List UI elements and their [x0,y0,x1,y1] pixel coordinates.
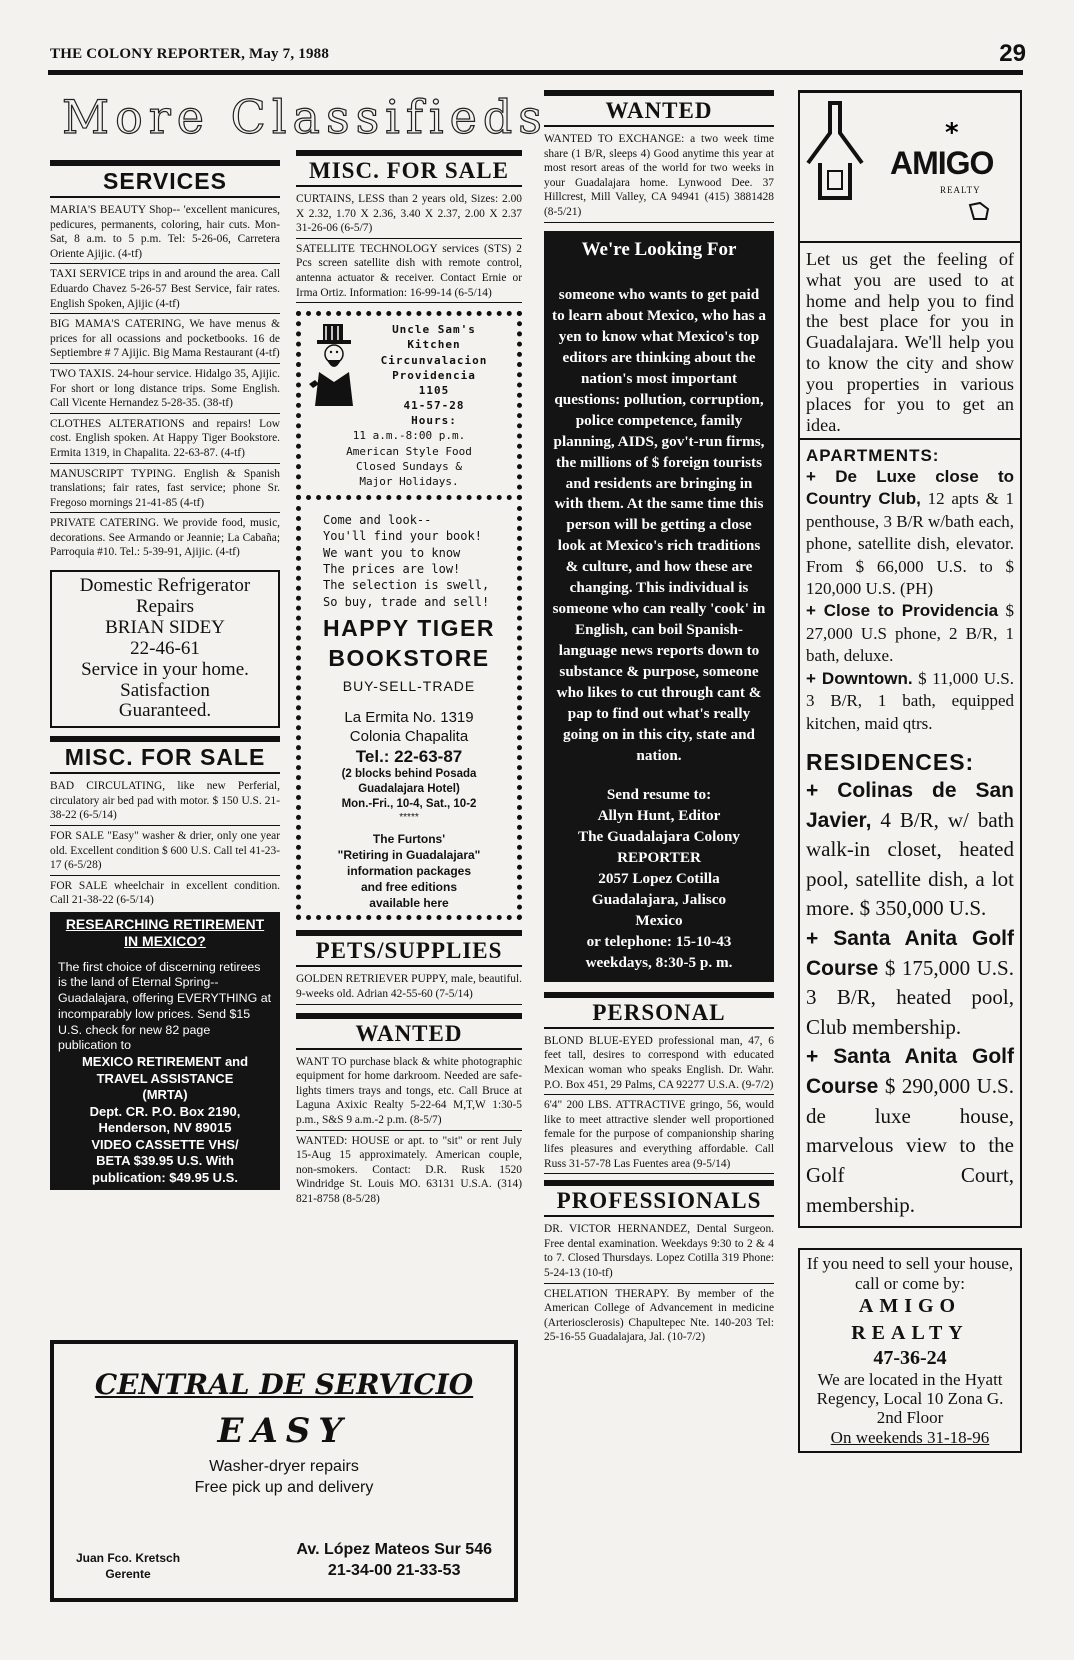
ad-line: Uncle Sam's [392,323,476,337]
looking-line: Guadalajara, Jalisco [591,890,727,908]
classified-ad: TWO TAXIS. 24-hour service. Hidalgo 35, Ajijic. For short or long distance trips. Some English. Call Vicente Hernandez 5-28-35. (38-tf) [50,366,280,414]
classified-ad: PRIVATE CATERING. We provide food, music, decorations. See Armando or Jeannie; La Cabaña; Parroquia #10. Tel.: 5-39-91, Ajijic. (4-tf) [50,517,280,559]
listing-body: $ 175,000 U.S. 3 B/R, heated pool, Club membership. [806,955,1014,1039]
retirement-line: Dept. CR. P.O. Box 2190, [89,1103,241,1119]
services-heading: SERVICES [50,160,280,198]
classified-ad: BAD CIRCULATING, like new Perferial, circulatory air bed pad with motor. $ 150 U.S. 21-38-22 (6-5/14) [50,778,280,826]
contact-phone: 47-36-24 [873,1346,947,1369]
listing-title: + Santa Anita Golf Course [806,1045,1014,1099]
looking-line: Mexico [635,911,683,929]
apartments-heading: APARTMENTS: [806,445,940,465]
ad-line: Providencia [392,368,476,382]
listing-title: + De Luxe close to Country Club, [806,466,1014,509]
classified-ad: GOLDEN RETRIEVER PUPPY, male, beautiful. 9-weeks old. Adrian 42-55-60 (7-5/14) [296,971,522,1004]
ad-line: 11 a.m.-8:00 p.m. [352,429,466,443]
amigo-contact-box [798,1248,1022,1453]
classified-ad: BIG MAMA'S CATERING, We have menus & prices for all ocassions and pocketbooks. 16 de Septiembre # 7 Ajijic. Big Mama Restaurant (4-tf) [50,316,280,364]
listing-body: $ 290,000 U.S. de luxe house, marvelous view to the Golf Court, membership. [806,1074,1014,1217]
ad-line: Circunvalacion [380,353,488,367]
more-classifieds-banner: More Classifieds [62,90,548,144]
looking-line: weekdays, 8:30-5 p. m. [585,953,733,971]
classified-ad: WANTED TO EXCHANGE: a two week time share (1 B/R, sleeps 4) Good anytime this year at most resort areas of the world for two weeks in your Guadalajara home. Lynwood Dee. 37 Hillcrest, Mill Valley, CA 94941 (415) 3881428 (8-5/21) [544,131,774,223]
looking-line: The Guadalajara Colony [577,828,741,845]
listing-item [806,668,1014,735]
ad-line: Domestic Refrigerator [79,575,251,597]
servicio-address: Av. López Mateos Sur 546 [296,1540,492,1558]
wanted-heading: WANTED [296,1013,522,1050]
looking-body: someone who wants to get paid to learn about Mexico, who has a yen to know what Mexico's top editors are thinking about the nation's most important questions: pollution, corruption, police competence, family planning, AIDS, gov't-run firms, the millions of $ foreign tourists and residents are bringing in with them. At the same time this person will be getting a close look at Mexico's rich traditions & culture, and how these are changing. This individual is someone who can really 'cook' in English, can boil Spanish-language news reports down to substance & purpose, someone who likes to cut through cant & pap to find out what's really going on in this city, state and nation. [552,285,766,765]
listing-item [806,600,1014,667]
bookstore-name: HAPPY TIGER [323,614,495,641]
misc-for-sale-heading: MISC. FOR SALE [50,736,280,774]
classified-ad: MANUSCRIPT TYPING. English & Spanish translations; fair rates, fast service; phone Sr. Fregoso mornings 21-41-85 (4-tf) [50,466,280,514]
listing-body: 12 apts & 1 penthouse, 3 B/R w/bath each, phone, satellite dish, elevator. From $ 66,000 U.S. to $ 120,000 U.S. (PH) [806,489,1014,598]
amigo-intro: Let us get the feeling of what you are used to at home and help you to find the best place for you in Guadalajara. We'll help you to know the city and show you properties in various places for you to get an idea. [800,243,1020,440]
contact-line: If you need to sell your house, call or come by: [806,1254,1014,1293]
furtons-line: The Furtons' [372,831,446,846]
bookstore-note: (2 blocks behind Posada [341,767,477,780]
pets-supplies-heading: PETS/SUPPLIES [296,930,522,967]
svg-text:*: * [945,118,959,148]
retirement-line: MEXICO RETIREMENT and [81,1054,249,1070]
amigo-logo-sub: REALTY [940,185,981,195]
listing-body: $ 27,000 U.S phone, 2 B/R, 1 bath, deluxe. [806,601,1014,666]
classified-ad: FOR SALE wheelchair in excellent condition. Call 21-38-22 (6-5/14) [50,879,280,907]
amigo-realty-logo [800,93,1020,243]
column-3 [544,90,774,1349]
bookstore-name: BOOKSTORE [328,644,490,671]
retirement-line: VIDEO CASSETTE VHS/ [91,1136,239,1152]
masthead-rule [48,70,1023,75]
bookstore-tagline: BUY-SELL-TRADE [342,677,476,694]
retirement-line: TRAVEL ASSISTANCE [96,1070,234,1086]
ad-line: BRIAN SIDEY [105,616,225,638]
classified-ad: CURTAINS, LESS than 2 years old, Sizes: 2.00 X 2.32, 1.70 X 2.36, 3.40 X 2.37, 2.00 X 2.37 31-26-06 (6-5/7) [296,191,522,239]
poem-line: So buy, trade and sell! [323,594,490,609]
servicio-line: Free pick up and delivery [194,1478,374,1496]
manager-title: Gerente [105,1566,151,1581]
listing-body: $ 11,000 U.S. 3 B/R, 1 bath, equipped kitchen, maid qtrs. [806,668,1015,733]
poem-line: Come and look-- [323,513,432,528]
poem-line: The prices are low! [323,561,461,576]
column-2 [296,144,522,1211]
ad-line: Major Holidays. [359,474,459,488]
looking-line: REPORTER [617,848,701,866]
bookstore-phone: Tel.: 22-63-87 [355,746,463,766]
ad-line: American Style Food [346,444,472,458]
contact-name: REALTY [851,1321,969,1344]
looking-for-ad [544,231,774,982]
retirement-body: The first choice of discerning retirees is the land of Eternal Spring--Guadalajara, offering EVERYTHING at incomparably low prices. Send $15 U.S. check for new 82 page publication to [58,959,272,1053]
poem-line: You'll find your book! [323,529,482,544]
ad-line: Kitchen [407,338,461,352]
uncle-sam-icon [309,322,359,406]
listing-body: 4 B/R, w/ bath walk-in closet, heated pool, satellite dish, a lot more. $ 350,000 U.S. [806,807,1014,921]
uncle-sams-kitchen-ad [296,311,522,500]
ad-line: 41-57-28 [403,399,465,413]
classified-ad: TAXI SERVICE trips in and around the area. Call Eduardo Chavez 5-26-57 Best Service, fair rates. English Spoken, Ajijic (4-tf) [50,266,280,314]
column-4 [798,90,1022,1453]
refrigerator-repair-ad [50,570,280,728]
classified-ad: FOR SALE "Easy" washer & drier, only one year old. Excellent condition $ 600 U.S. Call tel 41-23-17 (6-5/28) [50,828,280,876]
misc-for-sale-heading: MISC. FOR SALE [296,150,522,187]
ad-line: Satisfaction [120,679,210,701]
servicio-phones: 21-34-00 21-33-53 [327,1562,461,1580]
furtons-line: available here [369,896,449,911]
bookstore-address: La Ermita No. 1319 [344,708,474,726]
residences-heading: RESIDENCES: [806,749,975,775]
bookstore-note: Guadalajara Hotel) [358,782,460,795]
wanted-heading: WANTED [544,90,774,127]
listing-item [806,924,1014,1042]
listing-title: + Colinas de San Javier, [806,779,1014,832]
looking-line: or telephone: 15-10-43 [586,932,732,950]
looking-line: Send resume to: [606,786,712,804]
looking-line: 2057 Lopez Cotilla [598,869,720,887]
listing-title: + Santa Anita Golf Course [806,927,1014,980]
furtons-line: and free editions [360,880,458,895]
ad-line: 22-46-61 [130,637,200,659]
ad-line: Hours: [411,414,457,428]
amigo-logo-word: AMIGO [890,145,994,181]
listing-item [806,1042,1014,1220]
furtons-line: information packages [346,863,472,878]
classified-ad: CHELATION THERAPY. By member of the American College of Advancement in medicine (Arteriosclerosis) Chapultepec Nte. 140-203 Tel: 25-16-55 Guadalajara, Jal. (10-7/2) [544,1287,774,1344]
classified-ad: WANT TO purchase black & white photographic equipment for home darkroom. Needed are safe-lights timers trays and tongs, etc. Call Bruce at Laguna Axixic Realty 5-22-64 M,T,W 1:30-5 p.m., S&S 9 a.m.-2 p.m. (8-5/7) [296,1054,522,1131]
poem-line: The selection is swell, [323,578,490,593]
ad-line: 1105 [418,383,450,397]
listing-item [806,776,1014,924]
retirement-line: (MRTA) [142,1087,188,1103]
separator-stars: ***** [399,811,419,823]
retirement-heading: RESEARCHING RETIREMENT IN MEXICO? [65,916,265,949]
classified-ad: MARIA'S BEAUTY Shop-- 'excellent manicures, pedicures, permanents, coloring, hair cuts. Mon-Sat, 8 a.m. to 5 p.m. Tel: 5-26-06, Carretera Oriente Ajijic. (4-tf) [50,202,280,264]
bookstore-hours: Mon.-Fri., 10-4, Sat., 10-2 [341,797,477,810]
classified-ad: WANTED: HOUSE or apt. to "sit" or rent July 15-Aug 15 approximately. American couple, non-smokers. Contact: D.R. Rusk 1520 Windridge St. Louis MO. 63131 U.S.A. (314) 821-8758 (8-5/28) [296,1134,522,1205]
classified-ad: BLOND BLUE-EYED professional man, 47, 6 feet tall, desires to correspond with educated Mexican woman who speaks English. Dr. Wahr. P.O. Box 451, 29 Palms, CA 92277 U.S.A. (9-7/2) [544,1033,774,1095]
bookstore-address: Colonia Chapalita [349,728,469,746]
masthead-title: THE COLONY REPORTER, May 7, 1988 [50,46,330,62]
ad-line: Closed Sundays & [356,459,462,473]
retirement-line: BETA $39.95 U.S. With [96,1153,234,1169]
poem-line: We want you to know [323,545,461,560]
servicio-line: Washer-dryer repairs [209,1458,359,1475]
retirement-line: publication: $49.95 U.S. [92,1169,238,1185]
contact-line: We are located in the Hyatt Regency, Local 10 Zona G. 2nd Floor [816,1369,1004,1428]
classified-ad: CLOTHES ALTERATIONS and repairs! Low cost. English spoken. At Happy Tiger Bookstore. Ermita 1319, in Chapalita. 22-63-87. (4-tf) [50,416,280,464]
contact-line: On weekends 31-18-96 [830,1427,990,1447]
central-de-servicio-ad [50,1340,518,1602]
retirement-line: Henderson, NV 89015 [98,1120,232,1136]
listing-title: + Close to Providencia [806,601,999,621]
looking-line: Allyn Hunt, Editor [597,807,721,825]
classified-ad: SATELLITE TECHNOLOGY services (STS) 2 Pcs screen satellite dish with remote control, antenna actuator & receiver. Contact Ernie or Irma Ortiz. Information: 16-99-14 (6-5/14) [296,241,522,303]
classified-ad: 6'4" 200 LBS. ATTRACTIVE gringo, 56, would like to meet attractive slender well proportioned female for the purpose of companionship sharing lifes pleasures and everything affordable. Call Russ 31-57-78 Las Fuentes area (9-5/14) [544,1097,774,1174]
looking-heading: We're Looking For [581,238,737,260]
amigo-realty-ad [798,90,1022,1228]
happy-tiger-bookstore-ad [296,506,522,920]
classified-ad: DR. VICTOR HERNANDEZ, Dental Surgeon. Free dental examination. Weekdays 9:30 to 2 & 4 to 7. Closed Thursdays. Lopez Cotilla 319 Phone: 5-24-13 (10-tf) [544,1221,774,1283]
ad-line: Service in your home. [81,658,249,680]
servicio-brand: EASY [217,1411,351,1451]
manager-name: Juan Fco. Kretsch [76,1550,181,1565]
listing-title: + Downtown. [806,668,913,688]
ad-line: Guaranteed. [118,700,212,722]
page-number: 29 [999,40,1026,67]
personal-heading: PERSONAL [544,992,774,1029]
ad-line: Repairs [135,595,195,617]
retirement-ad [50,912,280,1190]
servicio-logo: CENTRAL DE SERVICIO [94,1368,474,1401]
furtons-line: "Retiring in Guadalajara" [337,847,481,862]
listing-item [806,466,1014,601]
contact-name: AMIGO [858,1294,962,1317]
professionals-heading: PROFESSIONALS [544,1180,774,1217]
